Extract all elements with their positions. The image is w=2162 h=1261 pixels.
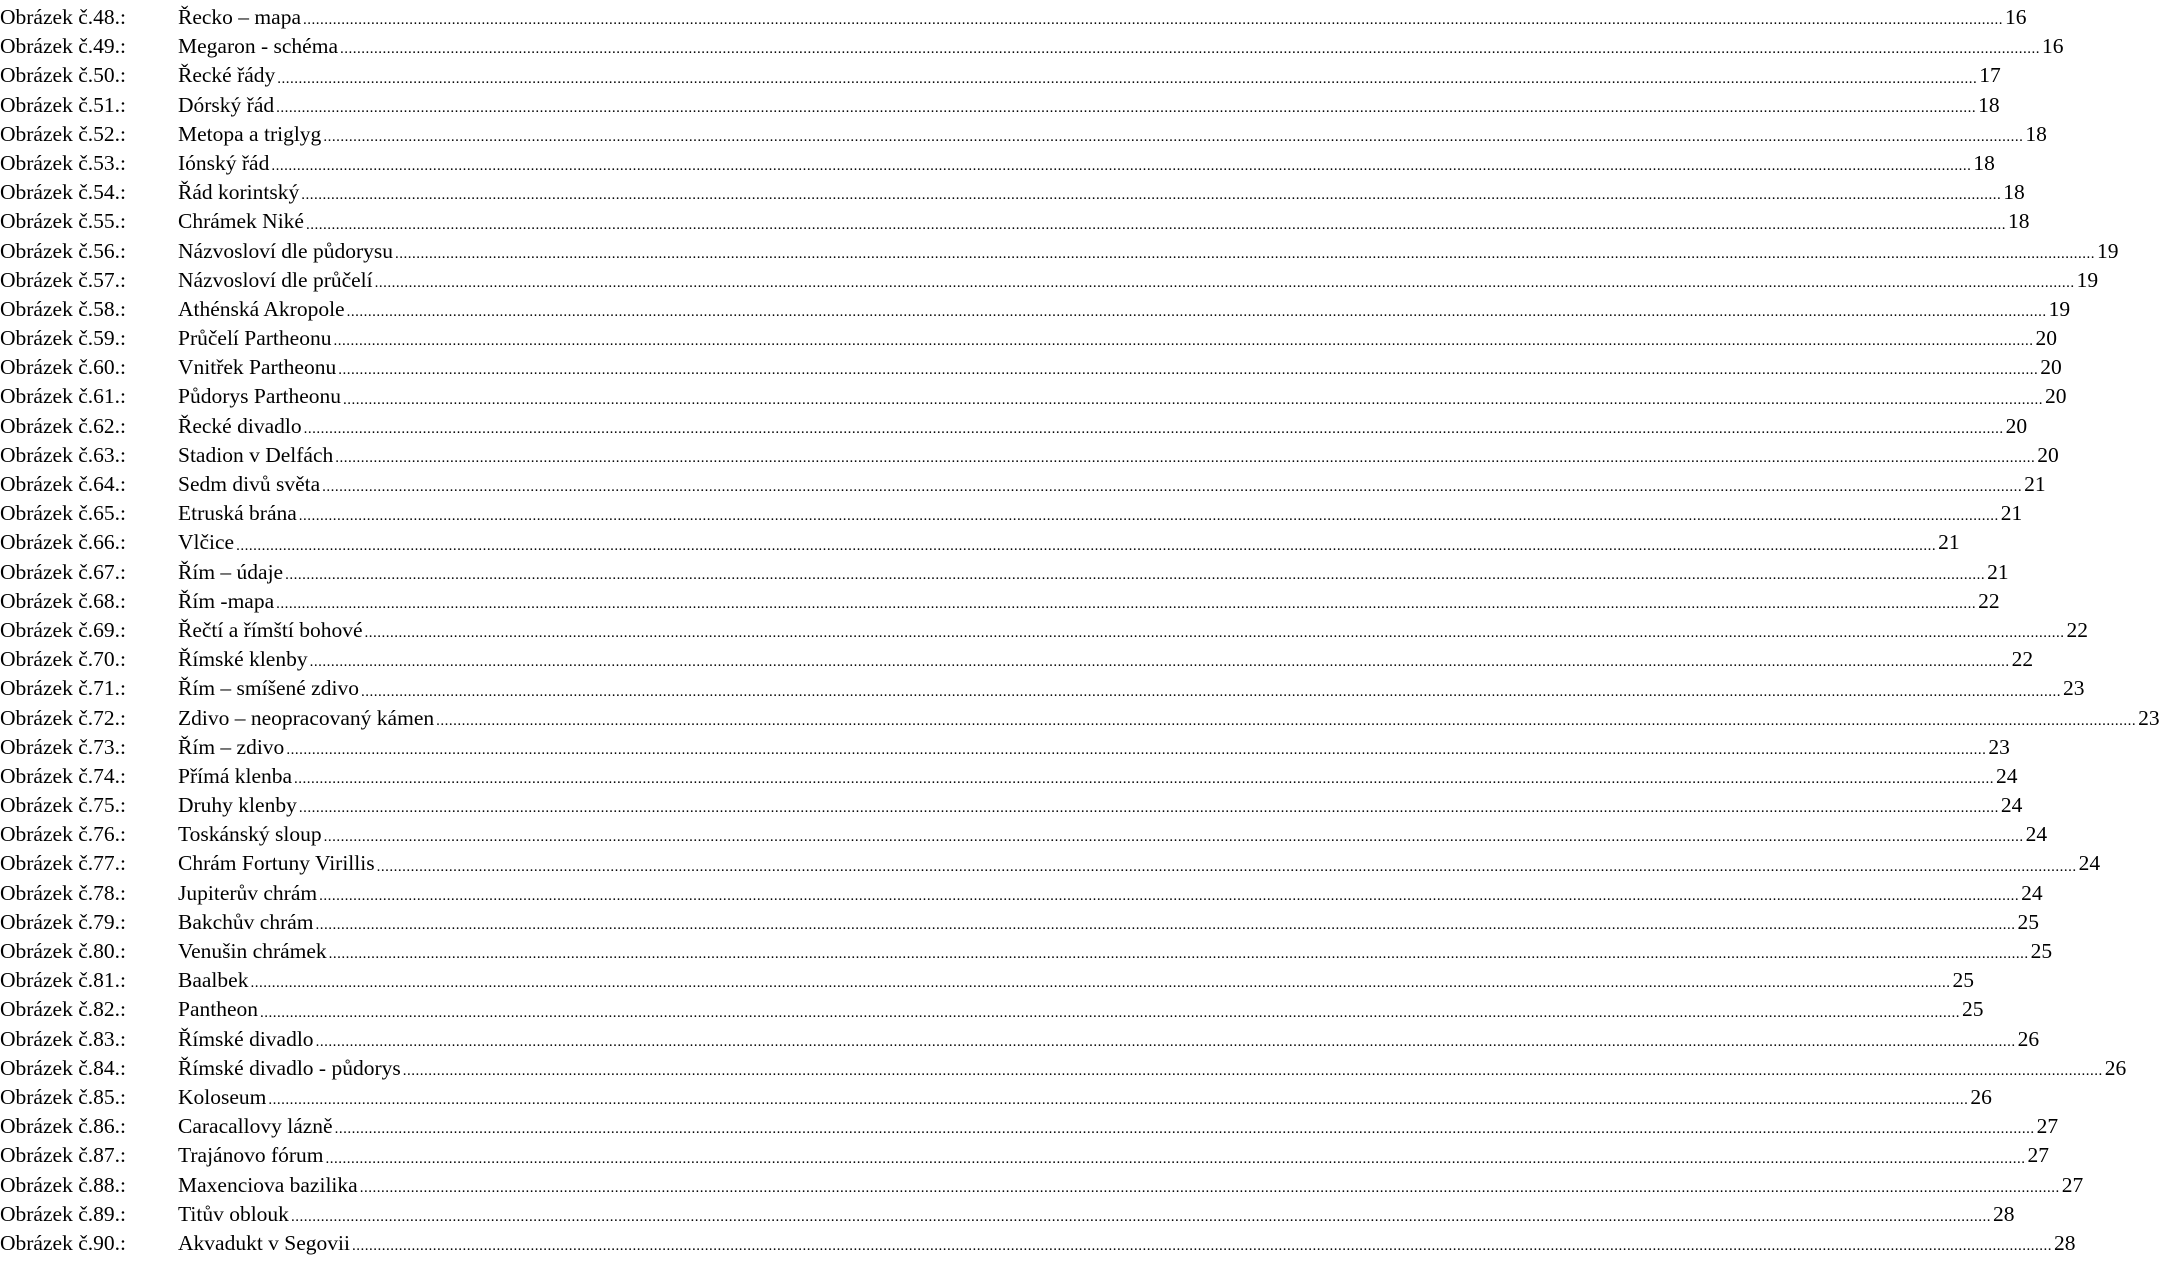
dot-leader: ................................................................................................................................................................................................................................................................................................................................................................................................................ (250, 975, 1951, 992)
dot-leader: ................................................................................................................................................................................................................................................................................................................................................................................................................ (303, 12, 2003, 29)
toc-entry[interactable] (0, 879, 2043, 908)
figure-label: Obrázek č.70.: (0, 647, 126, 672)
figure-label: Obrázek č.79.: (0, 909, 126, 934)
figure-title: Metopa a triglyg (178, 121, 322, 146)
figure-label: Obrázek č.61.: (0, 384, 126, 409)
figure-title: Řecké řády (178, 63, 276, 88)
figure-title: Řecké divadlo (178, 413, 302, 438)
dot-leader: ................................................................................................................................................................................................................................................................................................................................................................................................................ (315, 1033, 2016, 1050)
toc-entry[interactable] (0, 762, 2018, 791)
dot-leader: ................................................................................................................................................................................................................................................................................................................................................................................................................ (260, 1004, 1961, 1021)
page-number: 25 (2017, 909, 2040, 934)
dot-leader: ................................................................................................................................................................................................................................................................................................................................................................................................................ (334, 1121, 2035, 1138)
figure-label: Obrázek č.76.: (0, 822, 126, 847)
page-number: 22 (2011, 647, 2034, 672)
page-number: 24 (2078, 851, 2101, 876)
figure-label: Obrázek č.65.: (0, 501, 126, 526)
figure-label: Obrázek č.64.: (0, 472, 126, 496)
figure-label: Obrázek č.66.: (0, 530, 126, 555)
toc-entry[interactable] (0, 704, 2160, 733)
toc-entry[interactable] (0, 645, 2034, 674)
figure-label: Obrázek č.75.: (0, 793, 126, 818)
page-number: 27 (2027, 1143, 2050, 1168)
page-number: 23 (2138, 705, 2160, 730)
figure-title: Trajánovo fórum (178, 1143, 324, 1168)
toc-entry[interactable] (0, 1112, 2059, 1141)
page-number: 21 (1938, 530, 1960, 555)
figure-label: Obrázek č.60.: (0, 355, 126, 380)
figure-title: Titův oblouk (178, 1201, 289, 1226)
figure-label: Obrázek č.71.: (0, 676, 126, 701)
dot-leader: ................................................................................................................................................................................................................................................................................................................................................................................................................ (285, 566, 1986, 583)
dot-leader: ................................................................................................................................................................................................................................................................................................................................................................................................................ (374, 274, 2075, 291)
toc-entry[interactable] (0, 295, 2071, 324)
list-of-figures (0, 3, 2160, 1258)
figure-title: Pantheon (178, 997, 259, 1022)
dot-leader: ................................................................................................................................................................................................................................................................................................................................................................................................................ (305, 216, 2006, 233)
toc-entry[interactable] (0, 149, 1995, 178)
toc-entry[interactable] (0, 91, 2000, 120)
page-number: 27 (2036, 1114, 2059, 1139)
page-number: 18 (1978, 92, 2000, 117)
figure-title: Názvosloví dle průčelí (178, 267, 373, 292)
toc-entry[interactable] (0, 3, 2027, 32)
page-number: 22 (2066, 617, 2089, 642)
toc-entry[interactable] (0, 674, 2085, 703)
figure-label: Obrázek č.82.: (0, 997, 126, 1022)
page-number: 26 (2104, 1055, 2127, 1080)
page-number: 19 (2076, 267, 2099, 292)
figure-title: Přímá klenba (178, 763, 293, 788)
dot-leader: ................................................................................................................................................................................................................................................................................................................................................................................................................ (359, 1179, 2060, 1196)
figure-title: Sedm divů světa (178, 472, 321, 496)
figure-title: Chrám Fortuny Virillis (178, 851, 375, 876)
dot-leader: ................................................................................................................................................................................................................................................................................................................................................................................................................ (236, 537, 1937, 554)
figure-label: Obrázek č.48.: (0, 5, 126, 29)
dot-leader: ................................................................................................................................................................................................................................................................................................................................................................................................................ (286, 741, 1987, 758)
figure-title: Etruská brána (178, 501, 297, 526)
figure-label: Obrázek č.83.: (0, 1026, 126, 1051)
figure-title: Řím – údaje (178, 559, 284, 584)
dot-leader: ................................................................................................................................................................................................................................................................................................................................................................................................................ (364, 625, 2065, 642)
figure-label: Obrázek č.68.: (0, 588, 126, 613)
dot-leader: ................................................................................................................................................................................................................................................................................................................................................................................................................ (436, 712, 2137, 729)
dot-leader: ................................................................................................................................................................................................................................................................................................................................................................................................................ (333, 333, 2034, 350)
toc-entry[interactable] (0, 237, 2119, 266)
page-number: 23 (1988, 734, 2010, 759)
toc-entry[interactable] (0, 499, 2023, 528)
toc-entry[interactable] (0, 791, 2023, 820)
toc-entry[interactable] (0, 1200, 2015, 1229)
page-number: 20 (2037, 442, 2059, 467)
page-number: 17 (1979, 63, 2001, 88)
dot-leader: ................................................................................................................................................................................................................................................................................................................................................................................................................ (277, 70, 1978, 87)
figure-title: Vlčice (178, 530, 235, 555)
toc-entry[interactable] (0, 207, 2030, 236)
figure-title: Megaron - schéma (178, 34, 338, 59)
dot-leader: ................................................................................................................................................................................................................................................................................................................................................................................................................ (322, 479, 2023, 496)
figure-title: Římské divadlo (178, 1026, 314, 1051)
dot-leader: ................................................................................................................................................................................................................................................................................................................................................................................................................ (346, 304, 2047, 321)
page-number: 21 (1987, 559, 2009, 584)
figure-label: Obrázek č.50.: (0, 63, 126, 88)
page-number: 20 (2045, 384, 2067, 409)
figure-title: Koloseum (178, 1084, 267, 1109)
figure-title: Půdorys Partheonu (178, 384, 342, 409)
toc-entry[interactable] (0, 1083, 1992, 1112)
dot-leader: ................................................................................................................................................................................................................................................................................................................................................................................................................ (298, 508, 1999, 525)
dot-leader: ................................................................................................................................................................................................................................................................................................................................................................................................................ (301, 187, 2002, 204)
figure-title: Řím – smíšené zdivo (178, 676, 359, 701)
toc-entry[interactable] (0, 849, 2101, 878)
page-number: 26 (2017, 1026, 2040, 1051)
page-number: 20 (2035, 326, 2057, 351)
page-number: 25 (1962, 997, 1984, 1022)
dot-leader: ................................................................................................................................................................................................................................................................................................................................................................................................................ (268, 1092, 1969, 1109)
figure-title: Dórský řád (178, 92, 275, 117)
figure-title: Akvadukt v Segovii (178, 1230, 350, 1255)
dot-leader: ................................................................................................................................................................................................................................................................................................................................................................................................................ (325, 1150, 2026, 1167)
page-number: 25 (2030, 939, 2053, 963)
page-number: 18 (2007, 209, 2030, 234)
figure-title: Toskánský sloup (178, 822, 322, 847)
toc-entry[interactable] (0, 966, 1974, 995)
dot-leader: ................................................................................................................................................................................................................................................................................................................................................................................................................ (340, 41, 2040, 58)
figure-label: Obrázek č.58.: (0, 296, 126, 321)
page-number: 16 (2042, 34, 2064, 59)
dot-leader: ................................................................................................................................................................................................................................................................................................................................................................................................................ (319, 887, 2020, 904)
dot-leader: ................................................................................................................................................................................................................................................................................................................................................................................................................ (276, 595, 1977, 612)
figure-title: Názvosloví dle půdorysu (178, 238, 393, 263)
figure-label: Obrázek č.84.: (0, 1055, 126, 1080)
dot-leader: ................................................................................................................................................................................................................................................................................................................................................................................................................ (276, 99, 1977, 116)
figure-label: Obrázek č.89.: (0, 1201, 126, 1226)
toc-entry[interactable] (0, 937, 2053, 966)
figure-label: Obrázek č.62.: (0, 413, 126, 438)
figure-label: Obrázek č.67.: (0, 559, 126, 584)
figure-label: Obrázek č.52.: (0, 121, 126, 146)
toc-entry[interactable] (0, 32, 2064, 61)
figure-title: Řečtí a římští bohové (178, 617, 363, 642)
toc-entry[interactable] (0, 587, 2000, 616)
figure-title: Bakchův chrám (178, 909, 314, 934)
page-number: 28 (2054, 1230, 2076, 1255)
figure-label: Obrázek č.63.: (0, 442, 126, 467)
figure-label: Obrázek č.59.: (0, 326, 126, 351)
page-number: 18 (2025, 121, 2047, 146)
page-number: 24 (1996, 763, 2018, 788)
toc-entry[interactable] (0, 1229, 2076, 1258)
toc-entry[interactable] (0, 120, 2047, 149)
toc-entry[interactable] (0, 1054, 2127, 1083)
figure-label: Obrázek č.55.: (0, 209, 126, 234)
figure-title: Druhy klenby (178, 793, 297, 818)
toc-entry[interactable] (0, 908, 2040, 937)
page-number: 19 (2048, 296, 2071, 321)
toc-entry[interactable] (0, 820, 2048, 849)
toc-entry[interactable] (0, 61, 2001, 90)
figure-title: Athénská Akropole (178, 296, 345, 321)
toc-entry[interactable] (0, 353, 2062, 382)
page-number: 20 (2005, 413, 2028, 438)
toc-entry[interactable] (0, 470, 2046, 499)
figure-label: Obrázek č.49.: (0, 34, 126, 59)
dot-leader: ................................................................................................................................................................................................................................................................................................................................................................................................................ (352, 1238, 2052, 1255)
dot-leader: ................................................................................................................................................................................................................................................................................................................................................................................................................ (309, 654, 2010, 671)
page-number: 24 (2000, 793, 2023, 818)
figure-title: Průčelí Partheonu (178, 326, 332, 351)
page-number: 25 (1952, 968, 1974, 993)
toc-entry[interactable] (0, 266, 2099, 295)
figure-title: Chrámek Niké (178, 209, 304, 234)
figure-title: Řím -mapa (178, 588, 275, 613)
page-number: 20 (2040, 355, 2062, 380)
dot-leader: ................................................................................................................................................................................................................................................................................................................................................................................................................ (338, 362, 2039, 379)
dot-leader: ................................................................................................................................................................................................................................................................................................................................................................................................................ (328, 946, 2029, 963)
toc-entry[interactable] (0, 1141, 2050, 1170)
page-number: 24 (2021, 880, 2043, 905)
figure-label: Obrázek č.57.: (0, 267, 126, 292)
dot-leader: ................................................................................................................................................................................................................................................................................................................................................................................................................ (323, 829, 2024, 846)
dot-leader: ................................................................................................................................................................................................................................................................................................................................................................................................................ (394, 245, 2095, 262)
page-number: 22 (1978, 588, 2000, 613)
figure-label: Obrázek č.85.: (0, 1084, 126, 1109)
dot-leader: ................................................................................................................................................................................................................................................................................................................................................................................................................ (290, 1208, 1991, 1225)
figure-label: Obrázek č.51.: (0, 92, 126, 117)
figure-label: Obrázek č.56.: (0, 238, 126, 263)
figure-label: Obrázek č.72.: (0, 705, 126, 730)
figure-label: Obrázek č.54.: (0, 180, 126, 205)
dot-leader: ................................................................................................................................................................................................................................................................................................................................................................................................................ (335, 450, 2036, 466)
figure-title: Jupiterův chrám (178, 880, 318, 905)
figure-label: Obrázek č.53.: (0, 150, 126, 175)
page-number: 21 (2024, 472, 2046, 496)
figure-label: Obrázek č.73.: (0, 734, 126, 759)
figure-label: Obrázek č.77.: (0, 851, 126, 876)
dot-leader: ................................................................................................................................................................................................................................................................................................................................................................................................................ (315, 917, 2016, 933)
page-number: 18 (1973, 150, 1995, 175)
toc-entry[interactable] (0, 1025, 2040, 1054)
figure-title: Zdivo – neopracovaný kámen (178, 705, 435, 730)
dot-leader: ................................................................................................................................................................................................................................................................................................................................................................................................................ (323, 128, 2024, 145)
figure-label: Obrázek č.80.: (0, 939, 126, 963)
figure-label: Obrázek č.69.: (0, 617, 126, 642)
toc-entry[interactable] (0, 733, 2010, 762)
dot-leader: ................................................................................................................................................................................................................................................................................................................................................................................................................ (303, 420, 2004, 437)
toc-entry[interactable] (0, 1171, 2084, 1200)
figure-label: Obrázek č.87.: (0, 1143, 126, 1168)
toc-entry[interactable] (0, 382, 2067, 411)
figure-title: Venušin chrámek (178, 939, 327, 963)
page-number: 24 (2025, 822, 2048, 847)
dot-leader: ................................................................................................................................................................................................................................................................................................................................................................................................................ (298, 800, 1999, 817)
figure-label: Obrázek č.86.: (0, 1114, 126, 1139)
figure-title: Maxenciova bazilika (178, 1172, 358, 1197)
figure-title: Baalbek (178, 968, 249, 993)
figure-label: Obrázek č.74.: (0, 763, 126, 788)
page-number: 26 (1970, 1084, 1992, 1109)
page-number: 28 (1992, 1201, 2015, 1226)
figure-label: Obrázek č.81.: (0, 968, 126, 993)
figure-label: Obrázek č.78.: (0, 880, 126, 905)
figure-title: Řecko – mapa (178, 5, 301, 29)
page-number: 18 (2003, 180, 2025, 205)
figure-label: Obrázek č.88.: (0, 1172, 126, 1197)
dot-leader: ................................................................................................................................................................................................................................................................................................................................................................................................................ (402, 1062, 2103, 1079)
toc-entry[interactable] (0, 441, 2059, 470)
figure-title: Řád korintský (178, 180, 300, 205)
figure-title: Vnitřek Partheonu (178, 355, 337, 380)
figure-label: Obrázek č.90.: (0, 1230, 126, 1255)
toc-entry[interactable] (0, 995, 1984, 1024)
toc-entry[interactable] (0, 616, 2089, 645)
figure-title: Stadion v Delfách (178, 442, 334, 467)
toc-entry[interactable] (0, 178, 2025, 207)
page-number: 23 (2062, 676, 2085, 701)
toc-entry[interactable] (0, 528, 1960, 557)
dot-leader: ................................................................................................................................................................................................................................................................................................................................................................................................................ (271, 158, 1972, 175)
figure-title: Iónský řád (178, 150, 270, 175)
figure-title: Caracallovy lázně (178, 1114, 333, 1139)
page-number: 21 (2000, 501, 2023, 526)
dot-leader: ................................................................................................................................................................................................................................................................................................................................................................................................................ (360, 683, 2061, 700)
toc-entry[interactable] (0, 558, 2009, 587)
toc-entry[interactable] (0, 412, 2028, 441)
figure-title: Římské klenby (178, 647, 308, 672)
dot-leader: ................................................................................................................................................................................................................................................................................................................................................................................................................ (343, 391, 2044, 408)
figure-title: Řím – zdivo (178, 734, 285, 759)
toc-entry[interactable] (0, 324, 2057, 353)
dot-leader: ................................................................................................................................................................................................................................................................................................................................................................................................................ (294, 771, 1995, 788)
page-number: 27 (2061, 1172, 2084, 1197)
page-number: 16 (2005, 5, 2027, 29)
dot-leader: ................................................................................................................................................................................................................................................................................................................................................................................................................ (376, 858, 2077, 875)
figure-title: Římské divadlo - půdorys (178, 1055, 401, 1080)
page-number: 19 (2096, 238, 2119, 263)
